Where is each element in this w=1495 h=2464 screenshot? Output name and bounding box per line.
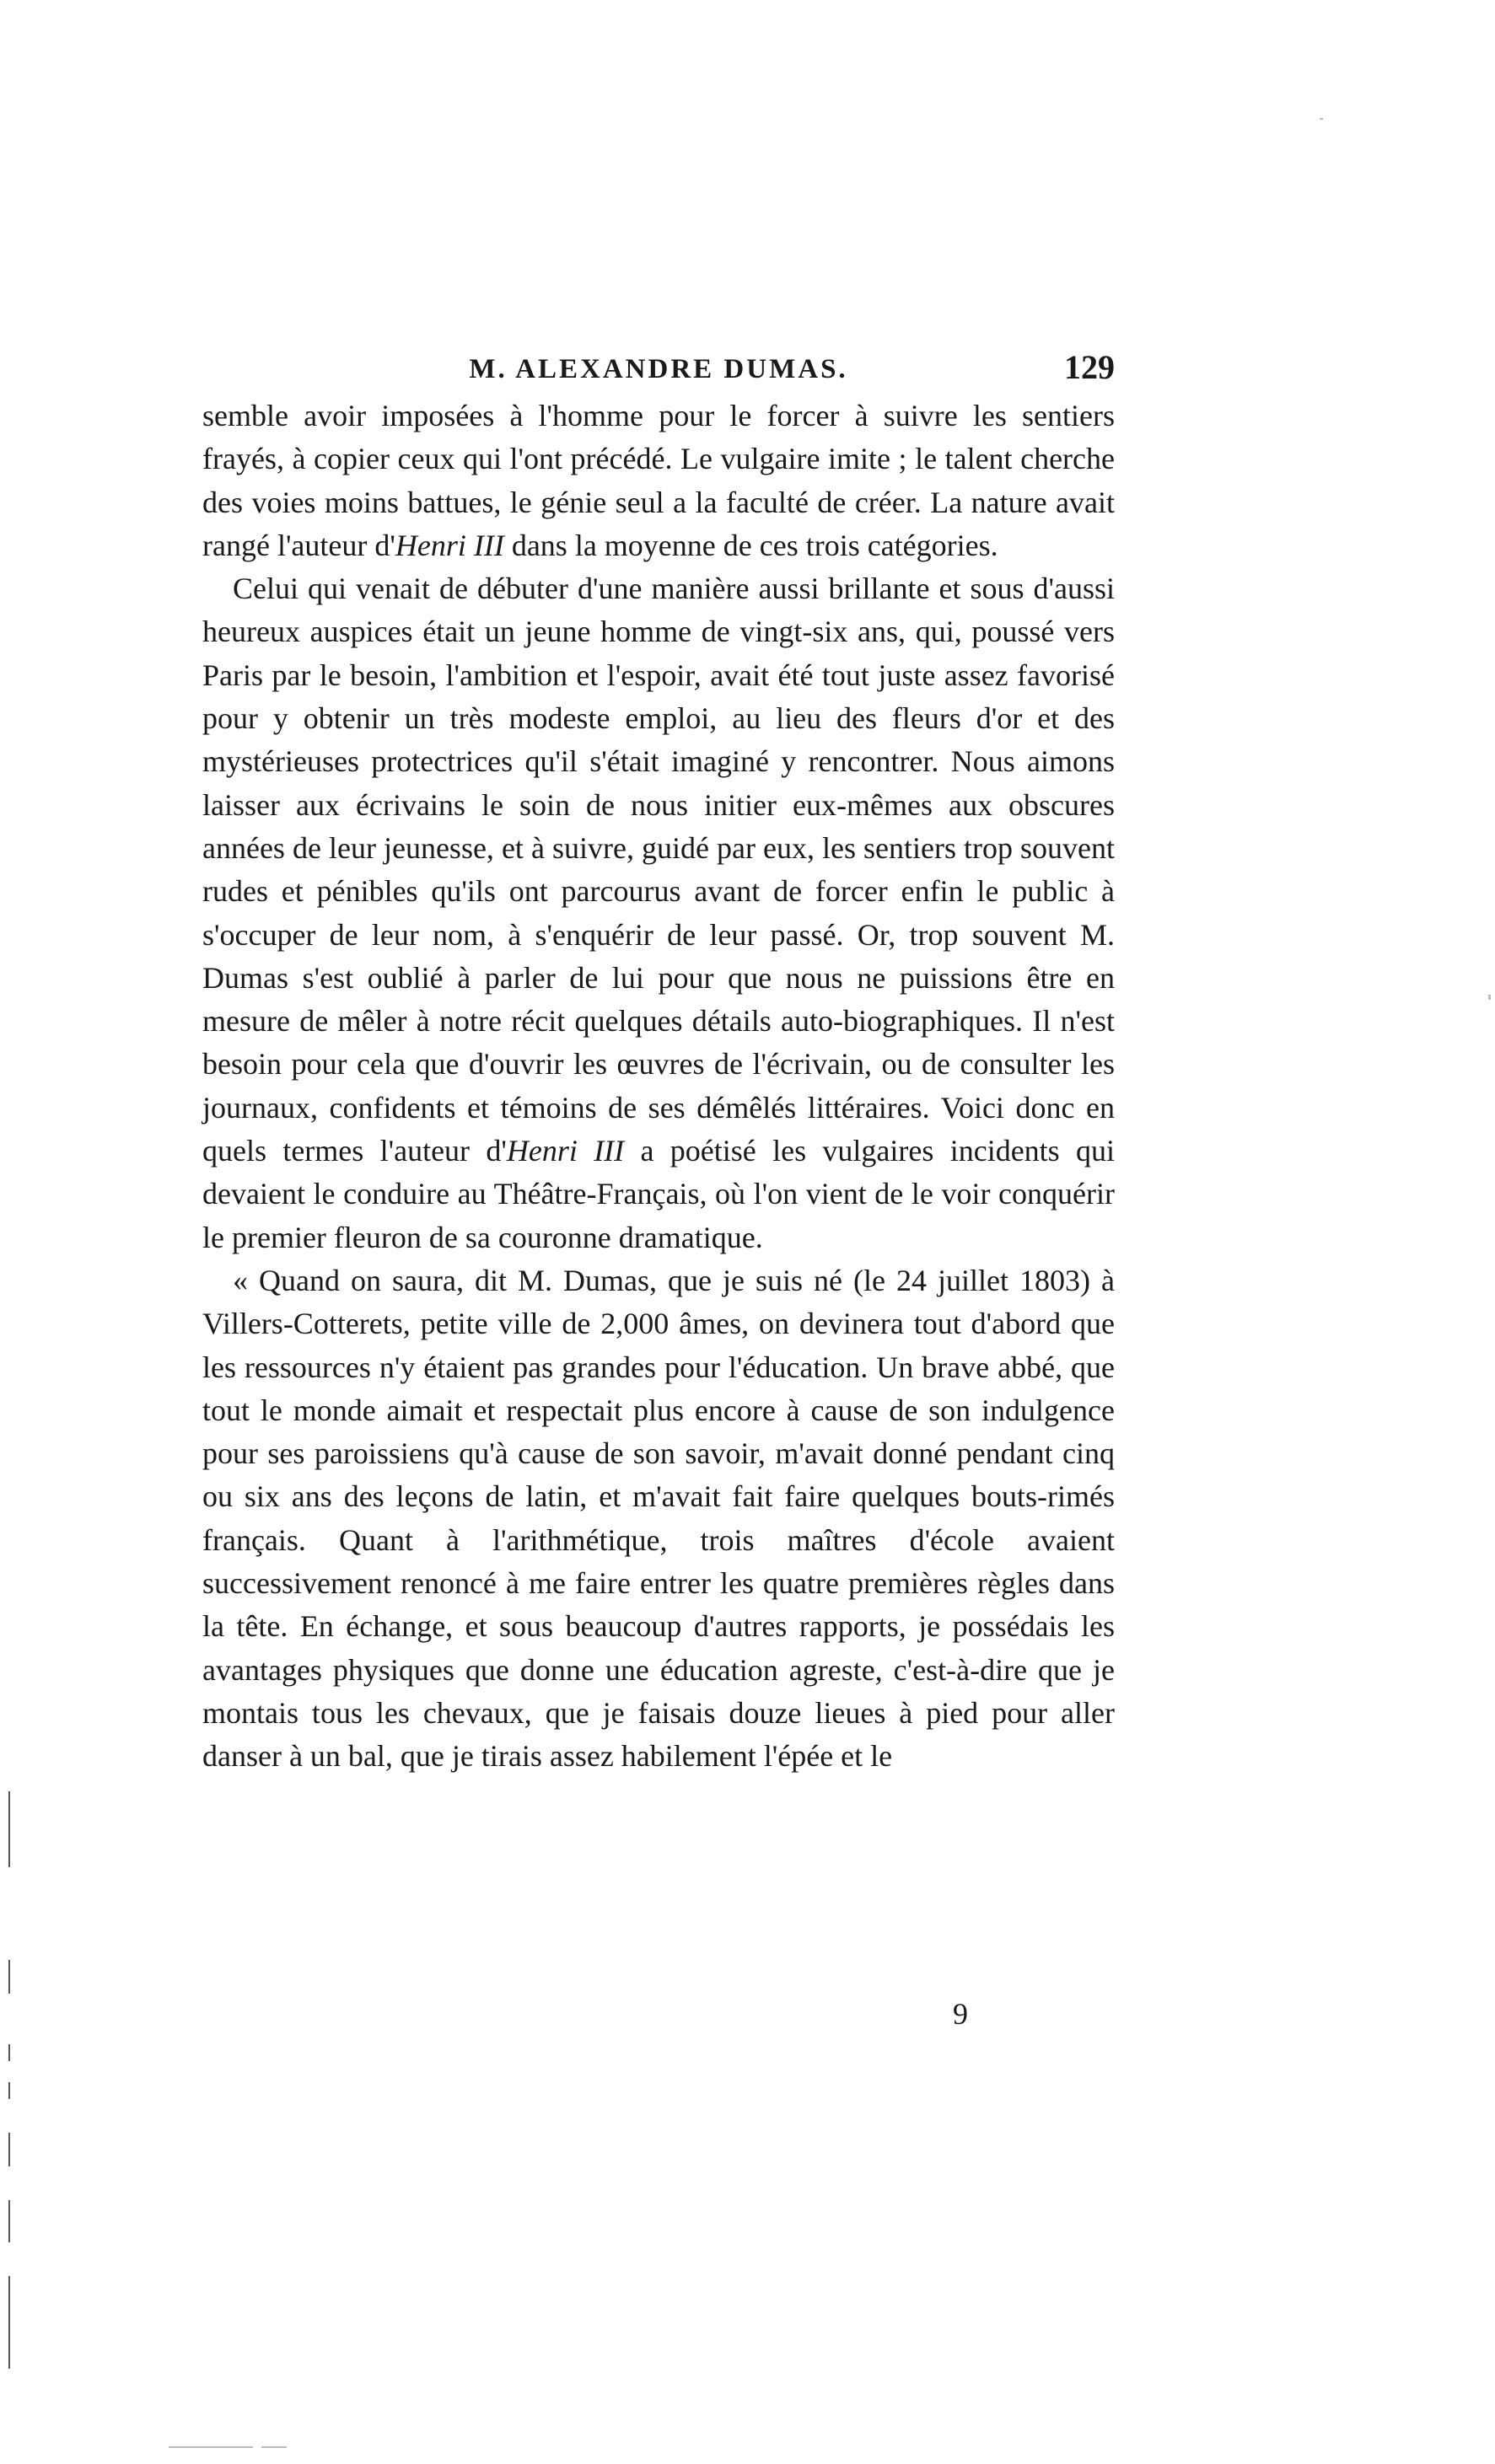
margin-rule xyxy=(8,2082,10,2099)
edge-mark xyxy=(1320,118,1323,120)
paragraph-2-text-a: Celui qui venait de débuter d'une manière aussi brillante et sous d'aussi heureux auspices était un jeune homme de vingt-six ans, qui, poussé vers Paris par le besoin, l'ambition et l'espoir, avait été tout juste assez favorisé pour y obtenir un très modeste emploi, au lieu des fleurs d'or et des mystérieuses protectrices qu'il s'était imaginé y rencontrer. Nous aimons laisser aux écrivains le soin de nous initier eux-mêmes aux obscures années de leur jeunesse, et à suivre, guidé par eux, les sentiers trop souvent rudes et pénibles qu'ils ont parcourus avant de forcer enfin le public à s'occuper de leur nom, à s'enquérir de leur passé. Or, trop souvent M. Dumas s'est oublié à parler de lui pour que nous ne puissions être en mesure de mêler à notre récit quelques détails auto-biographiques. Il n'est besoin pour cela que d'ouvrir les œuvres de l'écrivain, ou de consulter les journaux, confidents et témoins de ses démêlés littéraires. Voici donc en quels termes l'auteur d' xyxy=(202,572,1115,1168)
running-head xyxy=(202,347,1115,395)
margin-rule xyxy=(8,2044,10,2061)
paragraph-1-text-b: dans la moyenne de ces trois catégories. xyxy=(503,528,998,562)
margin-rule xyxy=(8,2276,10,2369)
running-title: M. ALEXANDRE DUMAS. xyxy=(469,354,848,384)
paragraph-1 xyxy=(202,395,1115,567)
paragraph-2-work-title: Henri III xyxy=(506,1134,625,1168)
paragraph-2 xyxy=(202,567,1115,1259)
margin-rule xyxy=(8,2200,10,2242)
margin-rule xyxy=(8,1791,10,1867)
edge-mark xyxy=(1488,995,1491,1000)
page-number: 129 xyxy=(1064,348,1115,386)
margin-rule xyxy=(8,2133,10,2166)
paragraph-2-text-b: a poétisé les vulgaires incidents qui devaient le conduire au Théâtre-Français, où l'on vient de le voir conquérir le premier fleuron de sa couronne dramatique. xyxy=(202,1134,1116,1254)
text-block xyxy=(202,395,1115,1779)
edge-mark xyxy=(169,2446,253,2448)
edge-mark xyxy=(261,2446,287,2448)
paragraph-1-work-title: Henri III xyxy=(395,528,504,562)
signature-mark: 9 xyxy=(953,1997,968,2031)
margin-rule xyxy=(8,1960,10,1994)
paragraph-3: « Quand on saura, dit M. Dumas, que je suis né (le 24 juillet 1803) à Villers-Cotterets, petite ville de 2,000 âmes, on devinera tout d'abord que les ressources n'y étaient pas grandes pour l'éducation. Un brave abbé, que tout le monde aimait et respectait plus encore à cause de son indulgence pour ses paroissiens qu'à cause de son savoir, m'avait donné pendant cinq ou six ans des leçons de latin, et m'avait fait faire quelques bouts-rimés français. Quant à l'arithmétique, trois maîtres d'école avaient successivement renoncé à me faire entrer les quatre premières règles dans la tête. En échange, et sous beaucoup d'autres rapports, je possédais les avantages physiques que donne une éducation agreste, c'est-à-dire que je montais tous les chevaux, que je faisais douze lieues à pied pour aller danser à un bal, que je tirais assez habilement l'épée et le xyxy=(202,1263,1115,1774)
paragraph-1-text-a: semble avoir imposées à l'homme pour le forcer à suivre les sentiers frayés, à copier ceux qui l'ont précédé. Le vulgaire imite ; le talent cherche des voies moins battues, le génie seul a la faculté de créer. La nature avait rangé l'auteur d' xyxy=(202,399,1115,562)
